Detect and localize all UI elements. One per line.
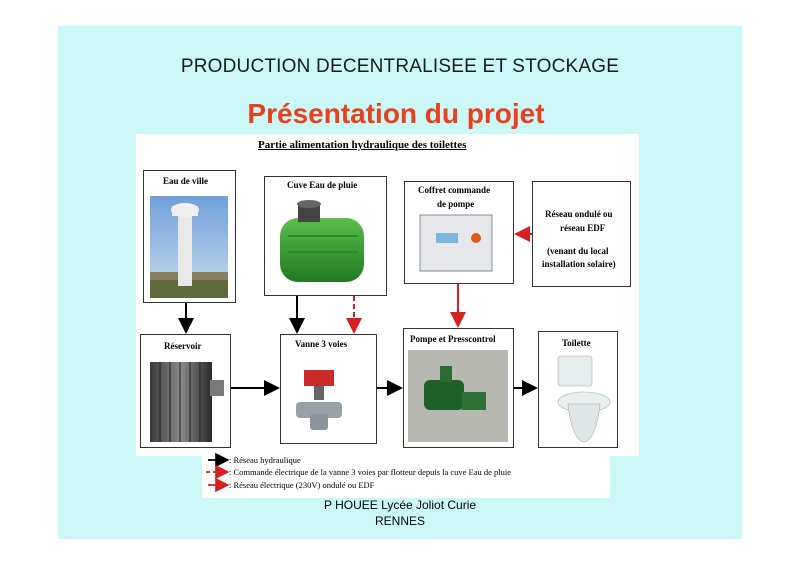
slide-subheading: Présentation du projet xyxy=(247,98,545,129)
label-coffret-2: de pompe xyxy=(437,199,475,209)
label-reseau-4: installation solaire) xyxy=(542,259,616,269)
label-reseau-3: (venant du local xyxy=(547,246,609,256)
legend-electric: : Réseau électrique (230V) ondulé ou EDF xyxy=(229,480,375,490)
valve-image xyxy=(296,370,342,430)
legend-command: : Commande électrique de la vanne 3 voies par flotteur depuis la cuve Eau de pluie xyxy=(229,467,512,477)
toilet-image xyxy=(558,356,610,442)
label-coffret-1: Coffret commande xyxy=(418,185,491,195)
legend-hydraulic: : Réseau hydraulique xyxy=(229,455,301,465)
label-reseau-1: Réseau ondulé ou xyxy=(545,209,613,219)
footer-city: RENNES xyxy=(374,514,425,528)
reservoir-image xyxy=(150,362,224,442)
pump-image xyxy=(408,350,508,442)
label-cuve: Cuve Eau de pluie xyxy=(287,180,358,190)
label-reservoir: Réservoir xyxy=(164,341,202,351)
rain-tank-image xyxy=(280,200,364,282)
control-box-image xyxy=(420,215,492,271)
slide-heading: PRODUCTION DECENTRALISEE ET STOCKAGE xyxy=(180,56,620,77)
water-tower-image xyxy=(150,196,228,298)
footer-author: P HOUEE Lycée Joliot Curie xyxy=(323,498,477,512)
diagram-title: Partie alimentation hydraulique des toilettes xyxy=(258,139,467,151)
label-toilette: Toilette xyxy=(562,338,591,348)
label-reseau-2: réseau EDF xyxy=(560,223,606,233)
label-vanne: Vanne 3 voies xyxy=(295,339,348,349)
label-eau-de-ville: Eau de ville xyxy=(163,176,209,186)
label-pompe: Pompe et Presscontrol xyxy=(410,334,496,344)
